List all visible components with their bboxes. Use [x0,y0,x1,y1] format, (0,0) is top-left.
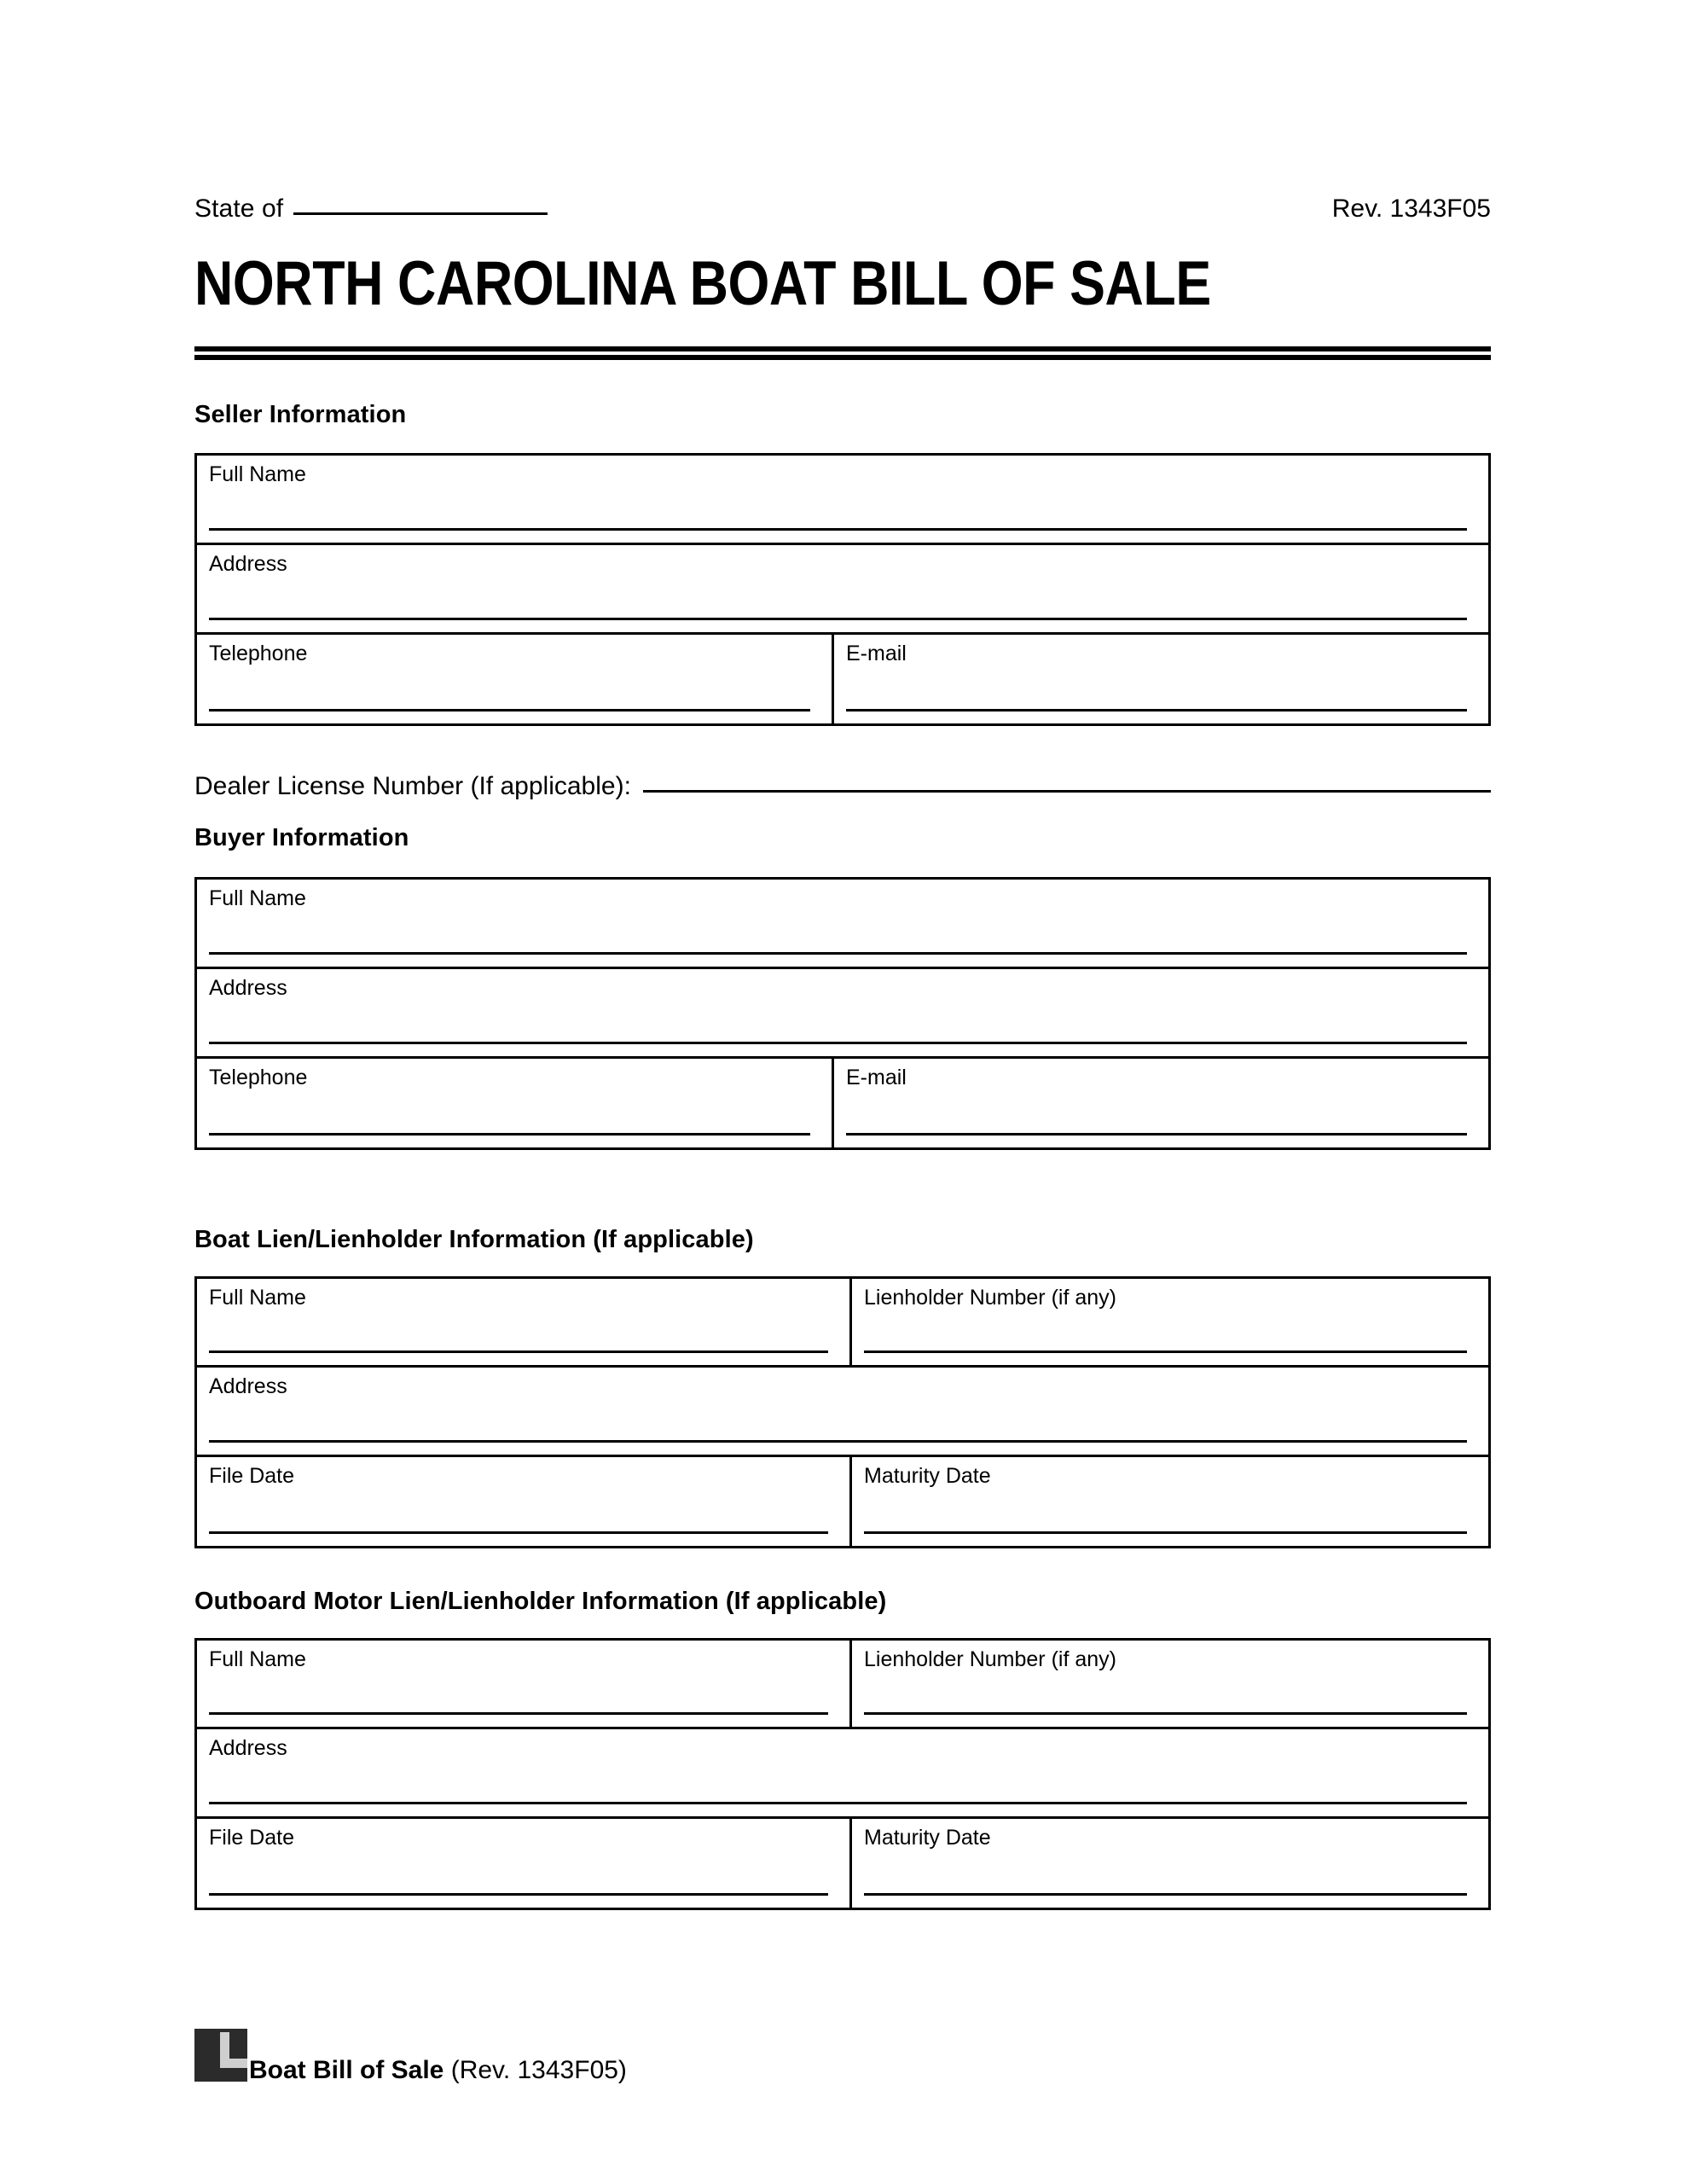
boat-lien-file-date-label: File Date [209,1464,295,1488]
table-row [197,1059,1488,1147]
buyer-telephone-cell[interactable] [197,1059,832,1147]
seller-address-input-line[interactable] [209,618,1467,620]
seller-address-label: Address [209,552,287,576]
table-row [197,969,1488,1059]
seller-full-name-cell[interactable] [197,456,1488,543]
seller-telephone-cell[interactable] [197,635,832,723]
buyer-address-cell[interactable] [197,969,1488,1056]
document-footer [194,2029,627,2082]
table-row [197,1641,1488,1729]
section-heading-seller: Seller Information [194,401,407,428]
outboard-lien-lienholder-number-input-line[interactable] [864,1712,1467,1715]
buyer-email-label: E-mail [846,1066,907,1089]
outboard-lien-maturity-date-label: Maturity Date [864,1826,991,1850]
boat-lien-maturity-date-cell[interactable] [849,1457,1488,1546]
outboard-lien-full-name-cell[interactable] [197,1641,849,1727]
seller-email-label: E-mail [846,642,907,665]
boat-lien-lienholder-number-input-line[interactable] [864,1350,1467,1353]
seller-address-cell[interactable] [197,545,1488,632]
boat-lien-address-label: Address [209,1374,287,1398]
seller-email-input-line[interactable] [846,709,1467,712]
buyer-telephone-input-line[interactable] [209,1133,810,1136]
table-row [197,880,1488,969]
seller-email-cell[interactable] [832,635,1488,723]
boat-lien-file-date-cell[interactable] [197,1457,849,1546]
boat-lien-maturity-date-input-line[interactable] [864,1531,1467,1534]
boat-lien-address-cell[interactable] [197,1368,1488,1455]
seller-full-name-input-line[interactable] [209,528,1467,531]
boat-lien-file-date-input-line[interactable] [209,1531,828,1534]
dealer-license-field[interactable] [194,772,1491,801]
buyer-telephone-label: Telephone [209,1066,308,1089]
buyer-email-input-line[interactable] [846,1133,1467,1136]
outboard-lien-file-date-cell[interactable] [197,1819,849,1908]
boat-lien-maturity-date-label: Maturity Date [864,1464,991,1488]
outboard-lien-address-input-line[interactable] [209,1802,1467,1804]
outboard-lien-lienholder-number-cell[interactable] [849,1641,1488,1727]
footer-revision: (Rev. 1343F05) [450,2056,627,2084]
dealer-license-label: Dealer License Number (If applicable): [194,772,631,800]
outboard-lien-lienholder-number-label: Lienholder Number (if any) [864,1647,1116,1671]
boat-lien-full-name-label: Full Name [209,1286,306,1310]
outboard-lien-file-date-input-line[interactable] [209,1893,828,1896]
boat-lien-full-name-input-line[interactable] [209,1350,828,1353]
buyer-address-label: Address [209,976,287,1000]
buyer-address-input-line[interactable] [209,1042,1467,1044]
outboard-lien-maturity-date-cell[interactable] [849,1819,1488,1908]
table-row [197,545,1488,635]
logo-horizontal-bar [220,2059,247,2068]
footer-text [249,2056,627,2085]
boat-lien-address-input-line[interactable] [209,1440,1467,1443]
boat-lien-lienholder-number-label: Lienholder Number (if any) [864,1286,1116,1310]
boat-lien-information-table [194,1276,1491,1548]
section-heading-outboard-motor-lien: Outboard Motor Lien/Lienholder Information (If applicable) [194,1588,887,1615]
buyer-full-name-cell[interactable] [197,880,1488,967]
dealer-license-input-line[interactable] [643,789,1491,793]
state-of-field[interactable] [194,195,548,224]
boat-lien-lienholder-number-cell[interactable] [849,1279,1488,1365]
buyer-full-name-label: Full Name [209,886,306,910]
outboard-motor-lien-information-table [194,1638,1491,1910]
table-row [197,635,1488,723]
buyer-email-cell[interactable] [832,1059,1488,1147]
revision-code: Rev. 1343F05 [1331,195,1491,223]
page-title: NORTH CAROLINA BOAT BILL OF SALE [194,249,1211,318]
seller-information-table [194,453,1491,726]
outboard-lien-maturity-date-input-line[interactable] [864,1893,1467,1896]
table-row [197,1279,1488,1368]
boat-lien-full-name-cell[interactable] [197,1279,849,1365]
legal-templates-l-logo-icon [194,2029,247,2082]
outboard-lien-full-name-label: Full Name [209,1647,306,1671]
outboard-lien-address-cell[interactable] [197,1729,1488,1816]
buyer-information-table [194,877,1491,1150]
state-of-blank-line[interactable] [293,212,548,215]
table-row [197,1729,1488,1819]
table-row [197,1368,1488,1457]
section-heading-buyer: Buyer Information [194,824,409,851]
title-double-rule [194,346,1491,360]
footer-document-title: Boat Bill of Sale [249,2056,444,2084]
seller-telephone-input-line[interactable] [209,709,810,712]
seller-telephone-label: Telephone [209,642,308,665]
seller-full-name-label: Full Name [209,462,306,486]
outboard-lien-address-label: Address [209,1736,287,1760]
state-of-label: State of [194,195,284,223]
table-row [197,1457,1488,1546]
buyer-full-name-input-line[interactable] [209,952,1467,955]
document-header [194,195,1491,224]
table-row [197,456,1488,545]
section-heading-boat-lien: Boat Lien/Lienholder Information (If applicable) [194,1226,754,1253]
outboard-lien-file-date-label: File Date [209,1826,295,1850]
table-row [197,1819,1488,1908]
outboard-lien-full-name-input-line[interactable] [209,1712,828,1715]
